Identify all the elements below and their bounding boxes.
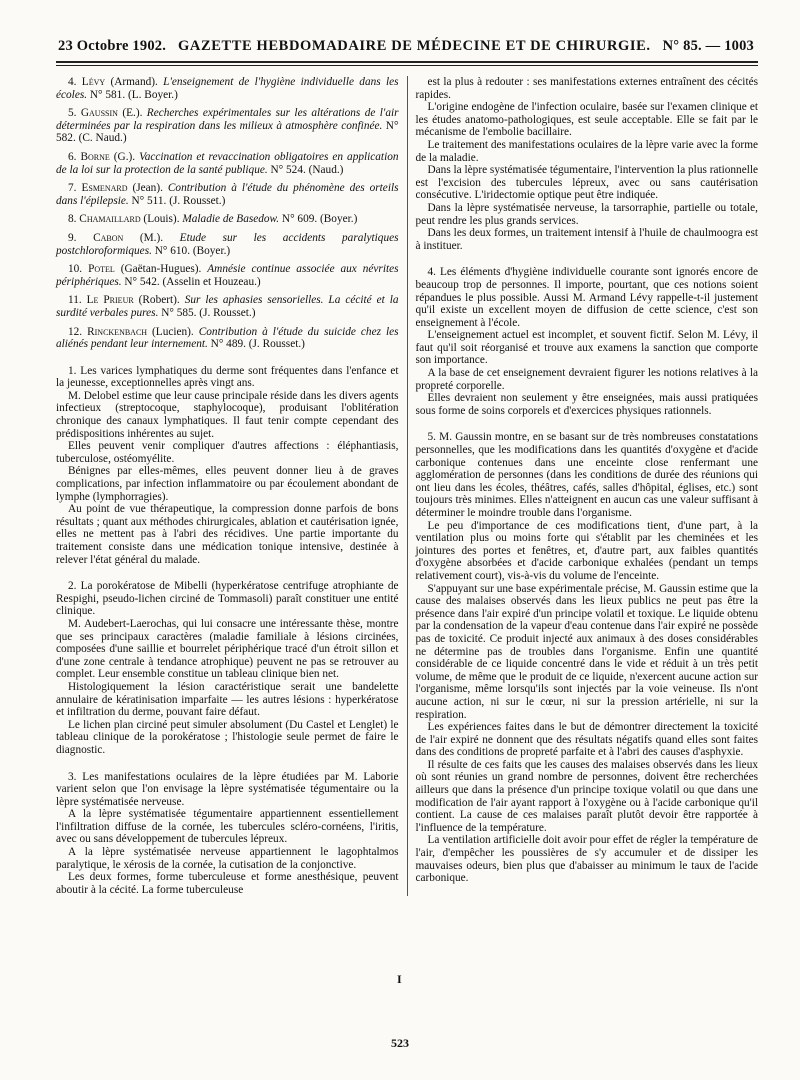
reference-author: Borne bbox=[80, 150, 110, 163]
paragraph: Dans la lèpre systématisée tégumentaire, l'intervention la plus rationnelle est l'excision des tubercules lépreux, avec ou sans cautérisation consécutive. L'iridectomie optique peut être indiquée. bbox=[415, 164, 758, 202]
paragraph: Dans la lèpre systématisée nerveuse, la tarsorraphie, partielle ou totale, peut rendre les plus grands services. bbox=[415, 201, 758, 227]
reference-title: Maladie de Basedow. bbox=[182, 213, 280, 226]
paragraph: Il résulte de ces faits que les causes des malaises observés dans les lieux où sont réunies un grand nombre de personnes, doivent être recherchées ailleurs que dans la présence d'un principe toxique volatil ou que dans une modification de l'air ayant rapport à l'oxygène ou à l'acide carbonique qu'il contient. La cause de ces malaises paraît plutôt devoir être rapportée à l'influence de la température. bbox=[415, 758, 758, 834]
paragraph: L'enseignement actuel est incomplet, et souvent fictif. Selon M. Lévy, il faut qu'il soit réorganisé et trouve aux examens la sanction que comporte son importance. bbox=[415, 329, 758, 367]
paragraph: M. Audebert-Laerochas, qui lui consacre une intéressante thèse, montre que ses principaux caractères (maladie familiale à lésions circinées, composées d'une saillie et bourrelet périphérique tracé d'un étroit sillon et d'une zone centrale à tendance atrophique) peuvent ne pas se retrouver au complet. Leur ensemble constitue un tableau clinique bien net. bbox=[56, 617, 399, 681]
reference-initials: (Gaëtan-Hugues). bbox=[114, 263, 208, 276]
header-rule-thin bbox=[56, 65, 758, 66]
reference-details: N° 585. (J. Rousset.) bbox=[158, 306, 256, 319]
reference-details: N° 581. (L. Boyer.) bbox=[87, 88, 178, 101]
abstract-section bbox=[416, 76, 759, 252]
paragraph: Dans les deux formes, un traitement intensif à l'huile de chaulmoogra est à instituer. bbox=[415, 227, 758, 252]
issue-number: N° 85. — 1003 bbox=[662, 38, 754, 54]
reference-details: N° 610. (Boyer.) bbox=[151, 244, 231, 257]
reference-initials: (Armand). bbox=[105, 76, 164, 88]
left-column bbox=[56, 76, 407, 896]
running-header bbox=[56, 38, 758, 61]
journal-title: GAZETTE HEBDOMADAIRE DE MÉDECINE ET DE CHIRURGIE. bbox=[178, 38, 651, 54]
reference-number: 9. bbox=[68, 231, 94, 244]
paragraph: 1. Les varices lymphatiques du derme sont fréquentes dans l'enfance et la jeunesse, exceptionnelles après vingt ans. bbox=[56, 364, 399, 390]
abstract-section bbox=[56, 365, 399, 567]
paragraph: Les expériences faites dans le but de démontrer directement la toxicité de l'air expiré ne donnent que des résultats négatifs quand elles sont faites dans des conditions de propreté parfaite et à l'abri des causes d'asphyxie. bbox=[415, 721, 758, 759]
reference-details: N° 542. (Asselin et Houzeau.) bbox=[121, 275, 261, 288]
reference-initials: (E.). bbox=[117, 107, 147, 120]
paragraph: 4. Les éléments d'hygiène individuelle courante sont ignorés encore de beaucoup trop de personnes. Il importe, pourtant, que ces notions soient répandues le plus possible. Aussi M. Armand Lévy rappelle-t-il justement qu'il existe un excellent moyen de diffusion de cette science, c'est son enseignement à l'école. bbox=[415, 266, 758, 329]
reference-item bbox=[56, 76, 399, 101]
reference-author: Potel bbox=[88, 263, 115, 276]
reference-author: Esmenard bbox=[81, 182, 128, 195]
paragraph: A la base de cet enseignement devraient figurer les notions relatives à la propreté corporelle. bbox=[415, 367, 758, 392]
reference-title: Recherches expérimentales sur les altérations de l'air déterminées par la respiration dans les milieux à atmosphère confinée. bbox=[56, 107, 399, 132]
abstract-section bbox=[56, 771, 399, 897]
reference-title: L'enseignement de l'hygiène individuelle dans les écoles. bbox=[56, 76, 399, 101]
issue-date: 23 Octobre 1902. bbox=[58, 38, 167, 54]
reference-title: Vaccination et revaccination obligatoires en application de la loi sur la protection de la santé publique. bbox=[56, 150, 399, 176]
reference-item bbox=[56, 232, 399, 257]
header-rule bbox=[56, 61, 758, 63]
paragraph: Les deux formes, forme tuberculeuse et forme anesthésique, peuvent aboutir à la cécité. La forme tuberculeuse bbox=[56, 871, 399, 896]
reference-item bbox=[56, 107, 399, 145]
right-column bbox=[407, 76, 759, 896]
reference-item bbox=[56, 263, 399, 288]
reference-number: 4. bbox=[68, 76, 82, 88]
abstract-section bbox=[416, 266, 759, 417]
paragraph: 2. La porokératose de Mibelli (hyperkératose centrifuge atrophiante de Respighi, pseudo-lichen circiné de Tommasoli) paraît constituer une entité clinique. bbox=[56, 580, 399, 618]
reference-details: N° 489. (J. Rousset.) bbox=[207, 338, 305, 351]
reference-item bbox=[56, 326, 399, 351]
paragraph: Elles peuvent venir compliquer d'autres affections : éléphantiasis, tuberculose, ostéomyélite. bbox=[56, 440, 399, 465]
reference-author: Gaussin bbox=[80, 107, 118, 120]
reference-item bbox=[56, 182, 399, 207]
reference-item bbox=[56, 151, 399, 176]
reference-initials: (Lucien). bbox=[147, 325, 199, 338]
reference-list bbox=[56, 76, 399, 351]
column-marker: I bbox=[397, 972, 402, 986]
reference-details: N° 609. (Boyer.) bbox=[279, 213, 358, 226]
reference-number: 6. bbox=[68, 150, 81, 163]
paragraph: 5. M. Gaussin montre, en se basant sur de très nombreuses constatations personnelles, que les modifications dans les quantités d'oxygène et d'acide carbonique contenues dans une enceinte close renfermant une agglomération de personnes (dans les conditions de durée des réunions qui ont lieu dans les écoles, théâtres, cafés, salles d'hôpital, églises, etc.) sont toujours très minimes. Elles n'atteignent en aucun cas une valeur suffisant à déterminer le moindre trouble dans l'organisme. bbox=[415, 431, 758, 519]
left-column-body bbox=[56, 365, 399, 897]
right-column-body bbox=[416, 76, 759, 885]
reference-details: N° 511. (J. Rousset.) bbox=[128, 194, 226, 207]
paragraph: Elles devraient non seulement y être enseignées, mais aussi pratiquées sous forme de soins corporels et d'exercices physiques rationnels. bbox=[415, 392, 758, 417]
reference-item bbox=[56, 294, 399, 319]
reference-title: Sur les aphasies sensorielles. La cécité et la surdité verbales pures. bbox=[56, 294, 399, 319]
reference-author: Lévy bbox=[81, 76, 106, 88]
paragraph: Au point de vue thérapeutique, la compression donne parfois de bons résultats ; quant aux méthodes chirurgicales, ablation et cautérisation ignée, elles ne mettent pas à l'abri des récidives. Une partie importante du traitement consiste dans une médication tonique intensive, destinée à relever l'état général du malade. bbox=[56, 503, 399, 566]
reference-initials: (Robert). bbox=[133, 294, 185, 307]
paragraph: Le lichen plan circiné peut simuler absolument (Du Castel et Lenglet) le tableau clinique de la porokératose ; l'histologie seule permet de faire le diagnostic. bbox=[56, 718, 399, 756]
paragraph: S'appuyant sur une base expérimentale précise, M. Gaussin estime que la cause des malaises observés dans les lieux publics ne peut pas être la présence dans l'air expiré d'un principe volatil et toxique. Le liquide obtenu par la condensation de la vapeur d'eau contenue dans l'air expiré ne possède pas de toxicité. Ce produit injecté aux animaux à des doses considérables ne détermine pas de troubles dans l'organisme. Enfin une quantité considérable de ce liquide concentré dans le vide et réduit à un très petit volume, de même que le produit de ce liquide, n'exercent aucune action sur l'organisme, même lorsqu'ils sont injectés par la voie veineuse. Ils n'ont aucune action, ni sur le cœur, ni sur la pression artérielle, ni sur la respiration. bbox=[415, 582, 758, 721]
reference-number: 11. bbox=[68, 294, 87, 307]
paragraph: Bénignes par elles-mêmes, elles peuvent donner lieu à de graves complications, par infection inflammatoire ou par écoulement abondant de lymphe (lymphorragies). bbox=[56, 465, 399, 503]
reference-item bbox=[56, 213, 399, 226]
paragraph: La ventilation artificielle doit avoir pour effet de régler la température de l'air, d'empêcher les poussières de s'y accumuler et de dissiper les mauvaises odeurs, bien plus que d'abaisser au minimum le taux de l'acide carbonique. bbox=[415, 834, 758, 885]
text-columns bbox=[56, 76, 758, 896]
reference-author: Rinckenbach bbox=[87, 325, 148, 338]
paragraph: Histologiquement la lésion caractéristique serait une bandelette annulaire de kératinisation imparfaite — les autres lésions : hyperkératose et infiltration du derme, pouvant faire défaut. bbox=[56, 680, 399, 719]
paragraph: Le peu d'importance de ces modifications tient, d'une part, à la ventilation plus ou moins forte qui s'établit par les cheminées et les jointures des portes et fenêtres, et, d'autre part, aux faibles quantités d'oxygène absorbées et d'acide carbonique exhalées (pendant un temps relativement court), vis-à-vis du volume de l'enceinte. bbox=[415, 519, 758, 582]
reference-initials: (Jean). bbox=[127, 182, 168, 195]
reference-author: Chamaillard bbox=[79, 213, 141, 226]
reference-number: 8. bbox=[68, 213, 80, 226]
paragraph: A la lèpre systématisée nerveuse appartiennent le lagophtalmos paralytique, le xérosis de la cornée, la cutisation de la conjonctive. bbox=[56, 846, 399, 871]
reference-initials: (M.). bbox=[123, 231, 180, 244]
reference-title: Contribution à l'étude du phénomène des orteils dans l'épilepsie. bbox=[56, 182, 399, 207]
reference-initials: (G.). bbox=[109, 150, 140, 163]
reference-details: N° 582. (C. Naud.) bbox=[56, 119, 399, 145]
paragraph: L'origine endogène de l'infection oculaire, basée sur l'examen clinique et les études anatomo-pathologiques, est seule acceptable. Elle se fait par le mécanisme de l'embolie bacillaire. bbox=[415, 101, 758, 139]
reference-title: Amnésie continue associée aux névrites périphériques. bbox=[56, 263, 399, 288]
reference-number: 7. bbox=[68, 182, 82, 195]
reference-title: Etude sur les accidents paralytiques postchloroformiques. bbox=[56, 231, 399, 257]
paragraph: 3. Les manifestations oculaires de la lèpre étudiées par M. Laborie varient selon que l'on envisage la lèpre systématisée tégumentaire ou la lèpre systématisée nerveuse. bbox=[56, 770, 399, 808]
page-folio: 523 bbox=[391, 1036, 409, 1050]
paragraph: M. Delobel estime que leur cause principale réside dans les divers agents infectieux (streptocoque, staphylocoque), produisant l'oblitération chronique des canaux lymphatiques. Il faut tenir compte cependant des prédispositions inhérentes au sujet. bbox=[56, 389, 399, 440]
reference-number: 5. bbox=[68, 107, 81, 120]
reference-details: N° 524. (Naud.) bbox=[267, 163, 344, 176]
paragraph: Le traitement des manifestations oculaires de la lèpre varie avec la forme de la maladie. bbox=[415, 138, 758, 164]
reference-author: Cabon bbox=[93, 231, 124, 244]
reference-number: 12. bbox=[68, 325, 88, 338]
paragraph: est la plus à redouter : ses manifestations externes entraînent des cécités rapides. bbox=[415, 76, 758, 101]
paragraph: A la lèpre systématisée tégumentaire appartiennent essentiellement l'infiltration diffuse de la cornée, les tubercules scléro-cornéens, l'iritis, avec ou sans développement de tubercules lépreux. bbox=[56, 808, 399, 846]
abstract-section bbox=[56, 580, 399, 756]
reference-number: 10. bbox=[68, 263, 89, 276]
reference-author: Le Prieur bbox=[86, 294, 134, 307]
reference-title: Contribution à l'étude du suicide chez les aliénés pendant leur internement. bbox=[56, 325, 399, 351]
abstract-section bbox=[416, 431, 759, 884]
reference-initials: (Louis). bbox=[140, 213, 183, 226]
